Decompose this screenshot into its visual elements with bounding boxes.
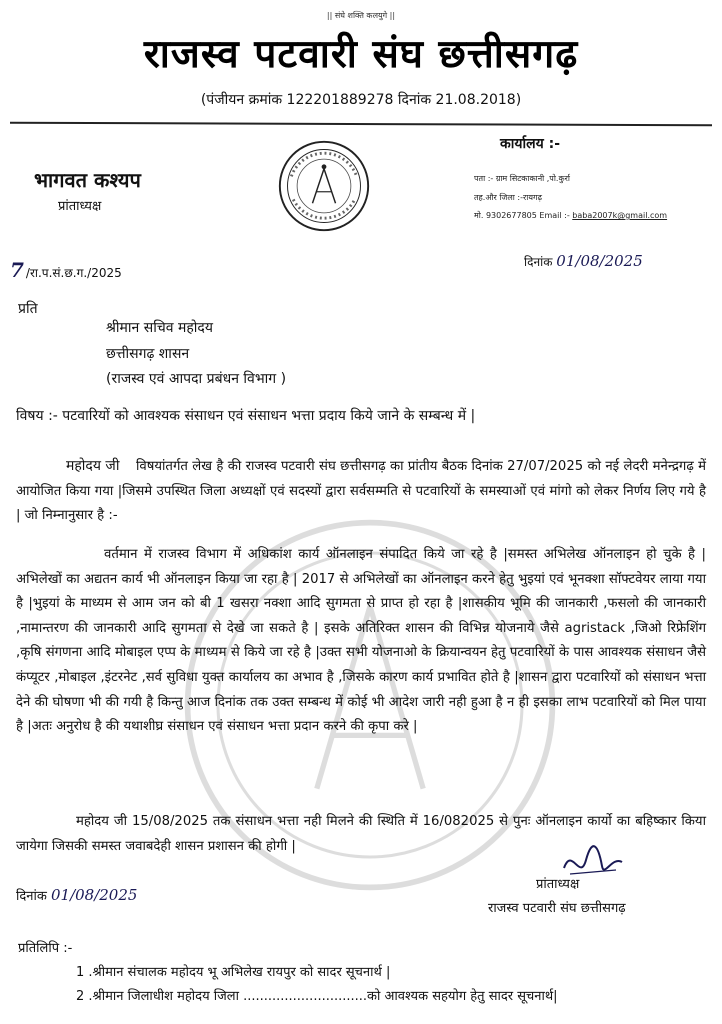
president-name: भागवत कश्यप (34, 168, 141, 192)
reference-number (10, 258, 122, 282)
letter-date (524, 252, 643, 270)
recipient-prefix: प्रति (18, 301, 38, 317)
closing-date-label: दिनांक (16, 889, 47, 904)
subject-line: विषय :- पटवारियों को आवश्यक संसाधन एवं संसाधन भत्ता प्रदाय किये जाने के सम्बन्ध में | (16, 408, 476, 424)
copy-to-item: 1 .श्रीमान संचालक महोदय भू अभिलेख रायपुर को सादर सूचनार्थ | (76, 965, 391, 980)
date-label: दिनांक (524, 255, 553, 269)
phone-text: मो. 9302677805 Email :- (474, 211, 570, 220)
signatory-organization: राजस्व पटवारी संघ छत्तीसगढ़ (488, 901, 626, 916)
recipient-line: श्रीमान सचिव महोदय (106, 320, 213, 336)
closing-date (16, 886, 137, 904)
letterhead-motto: || संघे शक्ति कलयुगे || (326, 11, 396, 20)
registration-line: (पंजीयन क्रमांक 122201889278 दिनांक 21.08.2018) (200, 92, 522, 108)
signatory-title: प्रांताध्यक्ष (536, 877, 580, 892)
header-divider (10, 122, 712, 126)
organization-seal-icon (276, 138, 372, 234)
body-paragraph-warning: महोदय जी 15/08/2025 तक संसाधन भत्ता नही मिलने की स्थिति में 16/082025 से पुनः ऑनलाइन कार्यो का बहिष्कार किया जायेगा जिसकी समस्त जवाबदेही शासन प्रशासन की होगी | (16, 814, 706, 854)
closing-date-handwritten: 01/08/2025 (50, 886, 138, 904)
address-district: तह.और जिला :-रायगढ़ (474, 193, 542, 202)
reference-handwritten-number: 7 (10, 258, 24, 282)
reference-code: /रा.प.सं.छ.ग./2025 (25, 266, 122, 280)
recipient-line: (राजस्व एवं आपदा प्रबंधन विभाग ) (106, 371, 287, 387)
copy-to-item: 2 .श्रीमान जिलाधीश महोदय जिला ..............................को आवश्यक सहयोग हेतु सादर सूचनार्थ| (76, 989, 558, 1004)
email-link[interactable]: baba2007k@gmail.com (572, 211, 668, 220)
office-label: कार्यालय :- (500, 136, 561, 152)
date-handwritten: 01/08/2025 (556, 252, 643, 270)
contact-line (474, 210, 667, 221)
address-line: पता :- ग्राम सिटकाकानी ,पो.कुर्रा (474, 174, 570, 183)
copy-to-label: प्रतिलिपि :- (18, 941, 73, 956)
president-title: प्रांताध्यक्ष (58, 199, 102, 214)
body-paragraph-intro: विषयांतर्गत लेख है की राजस्व पटवारी संघ छत्तीसगढ़ का प्रांतीय बैठक दिनांक 27/07/2025 को नई लेदरी मनेन्द्रगढ़ में आयोजित किया गया |जिसमे उपस्थित जिला अध्यक्षों एवं सदस्यों द्वारा सर्वसम्मति से पटवारियों के समस्याओं एवं मांगो को लेकर निर्णय लिए गये है | जो निम्नानुसार है :- (16, 459, 706, 524)
recipient-line: छत्तीसगढ़ शासन (106, 346, 190, 362)
salutation: महोदय जी (66, 458, 120, 474)
body-paragraph-main: वर्तमान में राजस्व विभाग में अधिकांश कार्य ऑनलाइन संपादित किये जा रहे है |समस्त अभिलेख ऑनलाइन हो चुके है |अभिलेखों का अद्यतन कार्य भी ऑनलाइन किया जा रहा है | 2017 से अभिलेखों का ऑनलाइन करने हेतु भुइयां एवं भूनक्शा सॉफ्टवेयर लाया गया है |भुइयां के माध्यम से आम जन को बी 1 खसरा नक्शा आदि सुगमता से प्राप्त हो रहा है |शासकीय भूमि की जानकारी ,फसलो की जानकारी ,नामान्तरण की जानकारी आदि सुगमता से देखे जा सकते है | इसके अतिरिक्त शासन की विभिन्न योजनाये जैसे agristack ,जिओ रिफ्रेशिंग ,कृषि संगणना आदि मोबाइल एप्प के माध्यम से किये जा रहे है |उक्त सभी योजनाओ के क्रियान्वयन हेतु पटवारियों के पास आवश्यक संसाधन जैसे कंप्यूटर ,मोबाइल ,इंटरनेट ,सर्व सुविधा युक्त कार्यालय का अभाव है ,जिसके कारण कार्य प्रभावित होते है |शासन द्वारा पटवारियों को संसाधन भत्ता देने की घोषणा भी की गयी है किन्तु आज दिनांक तक उक्त सम्बन्ध में कोई भी आदेश जारी नही हुआ है न ही इसका लाभ पटवारियों को मिल पाया है |अतः अनुरोध है की यथाशीघ्र संसाधन एवं संसाधन भत्ता प्रदान करने की कृपा करे | (16, 547, 706, 735)
organization-title: राजस्व पटवारी संघ छत्तीसगढ़ (143, 32, 579, 77)
